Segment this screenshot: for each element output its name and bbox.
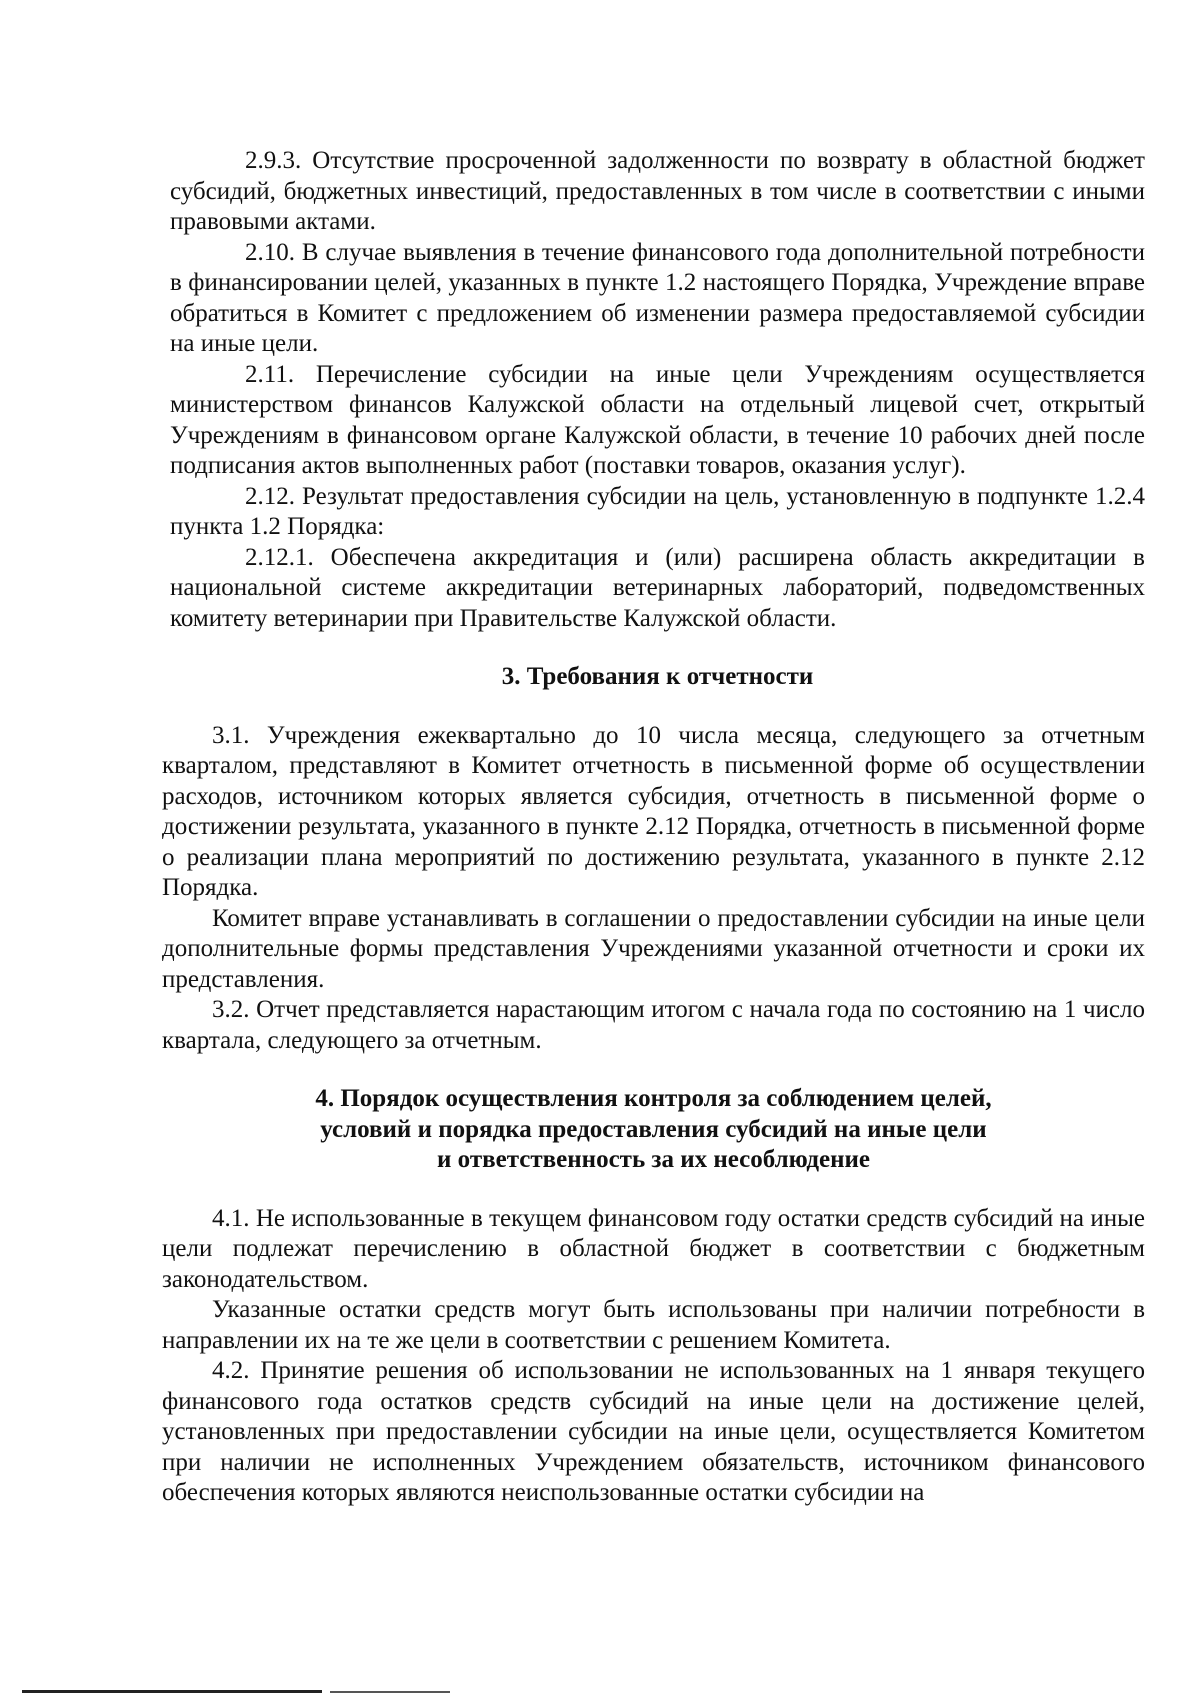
paragraph-2-9-3: 2.9.3. Отсутствие просроченной задолженности по возврату в областной бюджет субсидий, бюджетных инвестиций, предоставленных в том числе в соответствии с иными правовыми актами.	[170, 147, 1145, 235]
section-4-heading-line-2: условий и порядка предоставления субсидий на иные цели	[320, 1115, 987, 1143]
paragraph-4-1: 4.1. Не использованные в текущем финансовом году остатки средств субсидий на иные цели подлежат перечислению в областной бюджет в соответствии с бюджетным законодательством.	[162, 1204, 1145, 1293]
paragraph-2-11: 2.11. Перечисление субсидии на иные цели Учреждениям осуществляется министерством финансов Калужской области на отдельный лицевой счет, открытый Учреждениям в финансовом органе Калужской области, в течение 10 рабочих дней после подписания актов выполненных работ (поставки товаров, оказания услуг).	[170, 360, 1145, 479]
paragraph-4-2: 4.2. Принятие решения об использовании не использованных на 1 января текущего финансового года остатков средств субсидий на иные цели на достижение целей, установленных при предоставлении субсидии на иные цели, осуществляется Комитетом при наличии не исполненных Учреждением обязательств, источником финансового обеспечения которых являются неиспользованные остатки субсидии на	[162, 1357, 1145, 1506]
section-3-body	[162, 721, 1145, 1509]
section-4-heading	[162, 1084, 1145, 1176]
footer-rule	[22, 1690, 322, 1693]
paragraph-3-2: 3.2. Отчет представляется нарастающим итогом с начала года по состоянию на 1 число квартала, следующего за отчетным.	[162, 996, 1145, 1054]
section-3-heading: 3. Требования к отчетности	[501, 663, 814, 690]
paragraph-4-1-remainders: Указанные остатки средств могут быть использованы при наличии потребности в направлении их на те же цели в соответствии с решением Комитета.	[162, 1296, 1145, 1354]
paragraph-2-12-1: 2.12.1. Обеспечена аккредитация и (или) расширена область аккредитации в национальной системе аккредитации ветеринарных лабораторий, подведомственных комитету ветеринарии при Правительстве Калужской области.	[170, 543, 1145, 632]
document-body	[162, 146, 1145, 1509]
paragraph-2-10: 2.10. В случае выявления в течение финансового года дополнительной потребности в финансировании целей, указанных в пункте 1.2 настоящего Порядка, Учреждение вправе обратиться в Комитет с предложением об изменении размера предоставляемой субсидии на иные цели.	[170, 238, 1145, 357]
footer-rule-fragment	[330, 1691, 450, 1693]
paragraph-2-12: 2.12. Результат предоставления субсидии на цель, установленную в подпункте 1.2.4 пункта 1.2 Порядка:	[170, 482, 1145, 540]
section-4-heading-line-3: и ответственность за их несоблюдение	[437, 1146, 870, 1173]
paragraph-3-1: 3.1. Учреждения ежеквартально до 10 числа месяца, следующего за отчетным кварталом, представляют в Комитет отчетность в письменной форме об осуществлении расходов, источником которых является субсидия, отчетность в письменной форме о достижении результата, указанного в пункте 2.12 Порядка, отчетность в письменной форме о реализации плана мероприятий по достижению результата, указанного в пункте 2.12 Порядка.	[162, 721, 1145, 901]
section-4-heading-line-1: 4. Порядок осуществления контроля за соблюдением целей,	[315, 1085, 992, 1112]
paragraph-3-1-committee: Комитет вправе устанавливать в соглашении о предоставлении субсидии на иные цели дополнительные формы представления Учреждениями указанной отчетности и сроки их представления.	[162, 904, 1145, 993]
